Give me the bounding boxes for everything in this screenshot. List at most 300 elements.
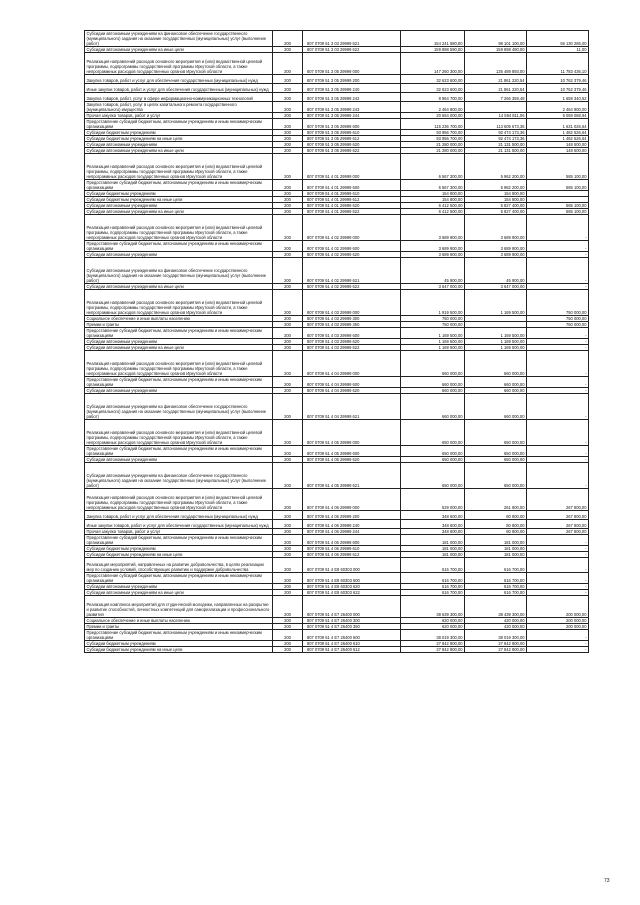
table-row	[85, 511, 589, 520]
table-row	[85, 53, 589, 75]
row-approved-amount-cell: 93 956 700,00	[401, 136, 465, 142]
row-classification-code-cell: 807 0709 51 4 04 29999 620	[303, 388, 401, 394]
row-unexecuted-amount-cell: 10 762 379,46	[527, 84, 589, 93]
row-executed-amount-cell: 21 131 500,00	[465, 148, 527, 154]
row-code-cell: 200	[273, 647, 303, 653]
row-name-cell: Закупка товаров, работ, услуг в целях капитального ремонта государственного (муниципального) имущества	[85, 102, 273, 113]
row-code-cell: 200	[273, 420, 303, 446]
row-code-cell: 200	[273, 546, 303, 552]
row-unexecuted-amount-cell: 750 000,00	[527, 322, 589, 328]
row-approved-amount-cell: 6 567 300,00	[401, 180, 465, 191]
row-unexecuted-amount-cell: -	[527, 351, 589, 377]
row-classification-code-cell: 807 0709 51 4 01 29999 612	[303, 197, 401, 203]
row-code-cell: 200	[273, 203, 303, 209]
row-name-cell: Субсидии автономным учреждениям	[85, 457, 273, 463]
table-row	[85, 394, 589, 420]
row-classification-code-cell: 807 0709 51 4 02 29999 600	[303, 241, 401, 252]
row-code-cell: 200	[273, 573, 303, 584]
row-classification-code-cell: 807 0709 51 4 06 29999 240	[303, 520, 401, 529]
row-code-cell: 200	[273, 558, 303, 573]
row-executed-amount-cell: 7 266 359,48	[465, 93, 527, 102]
row-approved-amount-cell: 616 700,00	[401, 558, 465, 573]
table-row	[85, 31, 589, 47]
row-unexecuted-amount-cell: 585 100,00	[527, 203, 589, 209]
row-approved-amount-cell: 650 000,00	[401, 420, 465, 446]
row-code-cell: 200	[273, 197, 303, 203]
row-unexecuted-amount-cell: 585 100,00	[527, 154, 589, 180]
row-classification-code-cell: 807 0709 51 4 04 29999 000	[303, 351, 401, 377]
row-name-cell: Субсидии автономным учреждениям	[85, 142, 273, 148]
row-approved-amount-cell: 6 412 500,00	[401, 203, 465, 209]
row-approved-amount-cell: 32 623 600,00	[401, 84, 465, 93]
table-row	[85, 529, 589, 535]
row-executed-amount-cell: 80 800,00	[465, 511, 527, 520]
row-name-cell: Субсидии автономным учреждениям на финансовое обеспечение государственного (муниципального) задания на оказание государственных (муниципальных) услуг (выполнение работ)	[85, 258, 273, 284]
row-classification-code-cell: 807 0709 51 4 03 29999 300	[303, 316, 401, 322]
row-approved-amount-cell: 616 700,00	[401, 584, 465, 590]
row-name-cell: Предоставление субсидий бюджетным, автономным учреждениям и иным некоммерческим организациям	[85, 630, 273, 641]
row-name-cell: Реализация мероприятий, направленных на развитие добровольчества, в целях реализации мер по созданию условий, способствующих развитию и поддержке добровольчества	[85, 558, 273, 573]
row-executed-amount-cell: 154 800,00	[465, 191, 527, 197]
table-row	[85, 93, 589, 102]
row-classification-code-cell: 807 0709 51 4 02 29999 620	[303, 252, 401, 258]
row-executed-amount-cell: 80 800,00	[465, 529, 527, 535]
row-name-cell: Социальное обеспечение и иные выплаты населению	[85, 618, 273, 624]
row-unexecuted-amount-cell: -	[527, 446, 589, 457]
row-code-cell: 200	[273, 377, 303, 388]
row-code-cell: 200	[273, 252, 303, 258]
row-approved-amount-cell: 154 800,00	[401, 197, 465, 203]
row-executed-amount-cell: 616 700,00	[465, 584, 527, 590]
row-classification-code-cell: 807 0709 51 4 E8 60303 620	[303, 584, 401, 590]
row-code-cell: 200	[273, 630, 303, 641]
row-unexecuted-amount-cell: 750 000,00	[527, 290, 589, 316]
row-unexecuted-amount-cell: -	[527, 377, 589, 388]
row-name-cell: Субсидии автономным учреждениям	[85, 252, 273, 258]
row-unexecuted-amount-cell: -	[527, 284, 589, 290]
row-code-cell: 200	[273, 520, 303, 529]
row-unexecuted-amount-cell: -	[527, 394, 589, 420]
row-approved-amount-cell: 159 898 590,00	[401, 47, 465, 53]
row-approved-amount-cell: 45 900,00	[401, 258, 465, 284]
table-row	[85, 215, 589, 241]
row-classification-code-cell: 807 0709 51 4 03 29999 350	[303, 322, 401, 328]
row-executed-amount-cell: 650 000,00	[465, 420, 527, 446]
row-executed-amount-cell: 660 000,00	[465, 351, 527, 377]
row-code-cell: 200	[273, 93, 303, 102]
row-classification-code-cell: 807 0709 51 4 01 29999 610	[303, 191, 401, 197]
row-classification-code-cell: 807 0709 51 4 04 29999 621	[303, 394, 401, 420]
row-unexecuted-amount-cell: -	[527, 647, 589, 653]
row-classification-code-cell: 807 0709 51 3 05 29999 240	[303, 84, 401, 93]
row-name-cell: Субсидии автономным учреждениям на финансовое обеспечение государственного (муниципального) задания на оказание государственных (муниципальных) услуг (выполнение работ)	[85, 31, 273, 47]
row-classification-code-cell: 807 0709 51 4 05 29999 620	[303, 457, 401, 463]
row-unexecuted-amount-cell: 200 000,00	[527, 624, 589, 630]
row-name-cell: Реализация направлений расходов основного мероприятия и (или) ведомственной целевой программы, подпрограммы государственной программы Иркутской области, а также непрограммных расходов государственных органов Иркутской области	[85, 420, 273, 446]
table-row	[85, 84, 589, 93]
table-row	[85, 618, 589, 624]
row-executed-amount-cell: 21 861 220,54	[465, 75, 527, 84]
table-body	[85, 31, 589, 653]
row-code-cell: 200	[273, 463, 303, 489]
row-classification-code-cell: 807 0709 51 3 05 29999 000	[303, 53, 401, 75]
row-classification-code-cell: 807 0709 51 3 05 29999 200	[303, 75, 401, 84]
row-classification-code-cell: 807 0709 51 3 03 29999 621	[303, 31, 401, 47]
row-executed-amount-cell: 5 962 200,00	[465, 154, 527, 180]
row-classification-code-cell: 807 0709 51 4 06 29999 612	[303, 552, 401, 558]
row-classification-code-cell: 807 0709 51 4 02 29999 622	[303, 284, 401, 290]
row-unexecuted-amount-cell: 267 800,00	[527, 529, 589, 535]
row-approved-amount-cell: 3 689 900,00	[401, 215, 465, 241]
row-executed-amount-cell: 154 800,00	[465, 197, 527, 203]
table-row	[85, 328, 589, 339]
row-executed-amount-cell: 45 900,00	[465, 258, 527, 284]
row-executed-amount-cell: 5 827 400,00	[465, 203, 527, 209]
row-unexecuted-amount-cell: 585 100,00	[527, 209, 589, 215]
row-unexecuted-amount-cell: -	[527, 641, 589, 647]
row-approved-amount-cell: 38 639 300,00	[401, 596, 465, 618]
row-executed-amount-cell: 1 169 500,00	[465, 339, 527, 345]
row-unexecuted-amount-cell: -	[527, 457, 589, 463]
row-executed-amount-cell: 650 000,00	[465, 457, 527, 463]
row-name-cell: Предоставление субсидий бюджетным, автономным учреждениям и иным некоммерческим организациям	[85, 446, 273, 457]
row-executed-amount-cell: 660 000,00	[465, 388, 527, 394]
row-code-cell: 200	[273, 511, 303, 520]
row-name-cell: Реализация направлений расходов основного мероприятия и (или) ведомственной целевой программы, подпрограммы государственной программы Иркутской области, а также непрограммных расходов государственных органов Иркутской области	[85, 215, 273, 241]
row-classification-code-cell: 807 0709 51 3 05 29999 622	[303, 148, 401, 154]
row-approved-amount-cell: 1 169 500,00	[401, 345, 465, 351]
row-classification-code-cell: 807 0709 51 4 02 29999 621	[303, 258, 401, 284]
row-code-cell: 200	[273, 113, 303, 119]
row-unexecuted-amount-cell: 11 783 436,10	[527, 53, 589, 75]
row-unexecuted-amount-cell: 148 500,00	[527, 148, 589, 154]
table-row	[85, 154, 589, 180]
row-code-cell: 200	[273, 339, 303, 345]
row-name-cell: Субсидии автономным учреждениям на финансовое обеспечение государственного (муниципального) задания на оказание государственных (муниципальных) услуг (выполнение работ)	[85, 463, 273, 489]
row-unexecuted-amount-cell: 267 800,00	[527, 511, 589, 520]
row-name-cell: Субсидии автономным учреждениям	[85, 388, 273, 394]
row-code-cell: 200	[273, 31, 303, 47]
row-code-cell: 200	[273, 191, 303, 197]
row-code-cell: 200	[273, 284, 303, 290]
row-approved-amount-cell: 6 567 300,00	[401, 154, 465, 180]
row-name-cell: Субсидии бюджетным учреждениям	[85, 130, 273, 136]
table-row	[85, 47, 589, 53]
row-name-cell: Закупка товаров, работ, услуг в сфере информационно-коммуникационных технологий	[85, 93, 273, 102]
row-code-cell: 200	[273, 102, 303, 113]
row-approved-amount-cell: 6 412 500,00	[401, 209, 465, 215]
row-executed-amount-cell: 21 861 220,54	[465, 84, 527, 93]
row-name-cell: Прочая закупка товаров, работ и услуг	[85, 529, 273, 535]
row-unexecuted-amount-cell: 11,00	[527, 47, 589, 53]
row-approved-amount-cell: 21 280 000,00	[401, 142, 465, 148]
row-name-cell: Закупка товаров, работ и услуг для обеспечения государственных (муниципальных) нужд	[85, 75, 273, 84]
row-name-cell: Субсидии бюджетным учреждениям	[85, 191, 273, 197]
row-unexecuted-amount-cell: 267 800,00	[527, 489, 589, 511]
table-row	[85, 180, 589, 191]
table-row	[85, 102, 589, 113]
row-executed-amount-cell: 660 000,00	[465, 394, 527, 420]
row-unexecuted-amount-cell: -	[527, 345, 589, 351]
row-code-cell: 200	[273, 75, 303, 84]
row-executed-amount-cell: 261 800,00	[465, 489, 527, 511]
row-classification-code-cell: 807 0709 51 4 E8 60303 622	[303, 590, 401, 596]
row-approved-amount-cell: 348 600,00	[401, 529, 465, 535]
row-code-cell: 200	[273, 47, 303, 53]
row-approved-amount-cell: 660 000,00	[401, 394, 465, 420]
row-approved-amount-cell: 3 647 000,00	[401, 284, 465, 290]
row-code-cell: 200	[273, 215, 303, 241]
row-executed-amount-cell: 14 594 811,06	[465, 113, 527, 119]
row-name-cell: Предоставление субсидий бюджетным, автономным учреждениям и иным некоммерческим организациям	[85, 377, 273, 388]
row-code-cell: 200	[273, 241, 303, 252]
row-approved-amount-cell: 348 600,00	[401, 520, 465, 529]
row-unexecuted-amount-cell: -	[527, 241, 589, 252]
row-classification-code-cell: 807 0709 51 3 05 29999 242	[303, 93, 401, 102]
row-code-cell: 200	[273, 119, 303, 130]
table-row	[85, 148, 589, 154]
row-code-cell: 200	[273, 489, 303, 511]
table-row	[85, 552, 589, 558]
table-row	[85, 290, 589, 316]
row-approved-amount-cell: 154 241 580,00	[401, 31, 465, 47]
table-row	[85, 647, 589, 653]
row-executed-amount-cell: 159 898 480,00	[465, 47, 527, 53]
row-name-cell: Субсидии автономным учреждениям на финансовое обеспечение государственного (муниципального) задания на оказание государственных (муниципальных) услуг (выполнение работ)	[85, 394, 273, 420]
row-classification-code-cell: 807 0709 51 4 04 29999 600	[303, 377, 401, 388]
row-name-cell: Субсидии автономным учреждениям	[85, 203, 273, 209]
row-code-cell: 200	[273, 290, 303, 316]
row-code-cell: 200	[273, 345, 303, 351]
row-classification-code-cell: 807 0709 51 4 06 29999 600	[303, 535, 401, 546]
row-executed-amount-cell: 21 131 500,00	[465, 142, 527, 148]
row-approved-amount-cell: 27 842 800,00	[401, 647, 465, 653]
row-name-cell: Прочая закупка товаров, работ и услуг	[85, 113, 273, 119]
table-row	[85, 558, 589, 573]
row-classification-code-cell: 807 0709 51 4 E7 26400 600	[303, 630, 401, 641]
row-executed-amount-cell: 420 000,00	[465, 624, 527, 630]
row-executed-amount-cell: 181 000,00	[465, 546, 527, 552]
row-executed-amount-cell: 616 700,00	[465, 573, 527, 584]
row-approved-amount-cell: 650 000,00	[401, 457, 465, 463]
row-name-cell: Субсидии автономным учреждениям на иные цели	[85, 590, 273, 596]
row-name-cell: Субсидии автономным учреждениям на иные цели	[85, 284, 273, 290]
row-classification-code-cell: 807 0709 51 3 03 29999 622	[303, 47, 401, 53]
row-unexecuted-amount-cell: -	[527, 590, 589, 596]
row-approved-amount-cell: 2 464 900,00	[401, 102, 465, 113]
row-classification-code-cell: 807 0709 51 4 01 29999 620	[303, 203, 401, 209]
row-code-cell: 200	[273, 457, 303, 463]
row-approved-amount-cell: 660 000,00	[401, 351, 465, 377]
row-executed-amount-cell: 181 000,00	[465, 535, 527, 546]
row-approved-amount-cell: 3 689 900,00	[401, 252, 465, 258]
row-name-cell: Субсидии бюджетным учреждениям на иные цели	[85, 552, 273, 558]
row-name-cell: Предоставление субсидий бюджетным, автономным учреждениям и иным некоммерческим организациям	[85, 573, 273, 584]
table-row	[85, 351, 589, 377]
row-executed-amount-cell	[465, 102, 527, 113]
row-name-cell: Субсидии бюджетным учреждениям	[85, 641, 273, 647]
row-unexecuted-amount-cell: 56 130 286,00	[527, 31, 589, 47]
row-code-cell: 200	[273, 618, 303, 624]
row-classification-code-cell: 807 0709 51 4 E7 26400 000	[303, 596, 401, 618]
row-approved-amount-cell: 620 000,00	[401, 624, 465, 630]
row-executed-amount-cell: 5 982 200,00	[465, 180, 527, 191]
table-row	[85, 284, 589, 290]
table-row	[85, 345, 589, 351]
row-approved-amount-cell: 8 964 700,00	[401, 93, 465, 102]
row-classification-code-cell: 807 0709 51 3 05 29999 612	[303, 136, 401, 142]
table-row	[85, 113, 589, 119]
row-unexecuted-amount-cell: -	[527, 552, 589, 558]
row-code-cell: 200	[273, 258, 303, 284]
row-classification-code-cell: 807 0709 51 4 06 29999 244	[303, 529, 401, 535]
row-approved-amount-cell: 1 169 500,00	[401, 328, 465, 339]
row-approved-amount-cell: 21 280 000,00	[401, 148, 465, 154]
row-executed-amount-cell: 3 647 000,00	[465, 284, 527, 290]
table-row	[85, 446, 589, 457]
table-row	[85, 119, 589, 130]
row-unexecuted-amount-cell: 2 464 900,00	[527, 102, 589, 113]
row-approved-amount-cell: 1 919 500,00	[401, 290, 465, 316]
row-classification-code-cell: 807 0709 51 4 E8 60303 000	[303, 558, 401, 573]
row-classification-code-cell: 807 0709 51 4 05 29999 000	[303, 420, 401, 446]
row-unexecuted-amount-cell: -	[527, 339, 589, 345]
row-unexecuted-amount-cell: 267 800,00	[527, 520, 589, 529]
row-approved-amount-cell: 750 000,00	[401, 316, 465, 322]
row-name-cell: Закупка товаров, работ и услуг для обеспечения государственных (муниципальных) нужд	[85, 511, 273, 520]
row-classification-code-cell: 807 0709 51 4 03 29999 000	[303, 290, 401, 316]
row-unexecuted-amount-cell: -	[527, 573, 589, 584]
row-classification-code-cell: 807 0709 51 4 05 29999 600	[303, 446, 401, 457]
row-classification-code-cell: 807 0709 51 3 05 29999 600	[303, 119, 401, 130]
row-executed-amount-cell: 3 689 900,00	[465, 252, 527, 258]
row-approved-amount-cell: 32 623 600,00	[401, 75, 465, 84]
row-executed-amount-cell: 92 474 173,36	[465, 136, 527, 142]
row-name-cell: Реализация направлений расходов основного мероприятия и (или) ведомственной целевой программы, подпрограммы государственной программы Иркутской области, а также непрограммных расходов государственных органов Иркутской области	[85, 154, 273, 180]
row-approved-amount-cell: 529 000,00	[401, 489, 465, 511]
row-code-cell: 200	[273, 446, 303, 457]
row-name-cell: Субсидии автономным учреждениям на иные цели	[85, 47, 273, 53]
row-name-cell: Субсидии автономным учреждениям на иные цели	[85, 209, 273, 215]
row-unexecuted-amount-cell: -	[527, 630, 589, 641]
row-name-cell: Реализация направлений расходов основного мероприятия и (или) ведомственной целевой программы, подпрограммы государственной программы Иркутской области, а также непрограммных расходов государственных органов Иркутской области	[85, 351, 273, 377]
row-name-cell: Предоставление субсидий бюджетным, автономным учреждениям и иным некоммерческим организациям	[85, 119, 273, 130]
row-classification-code-cell: 807 0709 51 4 E7 26400 612	[303, 647, 401, 653]
row-executed-amount-cell: 650 000,00	[465, 463, 527, 489]
row-code-cell: 200	[273, 84, 303, 93]
row-name-cell: Премии и гранты	[85, 624, 273, 630]
row-unexecuted-amount-cell: 1 482 526,64	[527, 136, 589, 142]
row-unexecuted-amount-cell: -	[527, 328, 589, 339]
row-name-cell: Реализация направлений расходов основного мероприятия и (или) ведомственной целевой программы, подпрограммы государственной программы Иркутской области, а также непрограммных расходов государственных органов Иркутской области	[85, 489, 273, 511]
row-code-cell: 200	[273, 154, 303, 180]
row-approved-amount-cell: 27 842 800,00	[401, 641, 465, 647]
row-executed-amount-cell: 616 700,00	[465, 558, 527, 573]
row-code-cell: 200	[273, 388, 303, 394]
row-unexecuted-amount-cell: 200 000,00	[527, 618, 589, 624]
row-classification-code-cell: 807 0709 51 4 02 29999 000	[303, 215, 401, 241]
row-code-cell: 200	[273, 328, 303, 339]
row-name-cell: Субсидии бюджетным учреждениям	[85, 546, 273, 552]
row-code-cell: 200	[273, 529, 303, 535]
row-approved-amount-cell: 181 000,00	[401, 552, 465, 558]
row-classification-code-cell: 807 0709 51 4 03 29999 600	[303, 328, 401, 339]
row-executed-amount-cell: 113 605 673,36	[465, 119, 527, 130]
row-code-cell: 200	[273, 584, 303, 590]
table-row	[85, 489, 589, 511]
row-unexecuted-amount-cell: 585 100,00	[527, 180, 589, 191]
row-unexecuted-amount-cell: 1 631 026,64	[527, 119, 589, 130]
row-approved-amount-cell: 147 260 300,00	[401, 53, 465, 75]
row-approved-amount-cell: 620 000,00	[401, 618, 465, 624]
row-classification-code-cell: 807 0709 51 4 E7 26400 350	[303, 624, 401, 630]
row-unexecuted-amount-cell: -	[527, 252, 589, 258]
row-classification-code-cell: 807 0709 51 4 06 29999 000	[303, 489, 401, 511]
table-row	[85, 209, 589, 215]
row-classification-code-cell: 807 0709 51 3 05 29999 243	[303, 102, 401, 113]
row-classification-code-cell: 807 0709 51 4 01 29999 622	[303, 209, 401, 215]
row-executed-amount-cell: 38 439 300,00	[465, 596, 527, 618]
row-approved-amount-cell: 660 000,00	[401, 377, 465, 388]
row-unexecuted-amount-cell: 6 059 088,94	[527, 113, 589, 119]
row-name-cell: Предоставление субсидий бюджетным, автономным учреждениям и иным некоммерческим организациям	[85, 535, 273, 546]
table-row	[85, 596, 589, 618]
table-row	[85, 241, 589, 252]
table-row	[85, 590, 589, 596]
row-code-cell: 200	[273, 624, 303, 630]
row-approved-amount-cell: 348 600,00	[401, 511, 465, 520]
row-unexecuted-amount-cell: -	[527, 258, 589, 284]
row-executed-amount-cell: 80 800,00	[465, 520, 527, 529]
row-classification-code-cell: 807 0709 51 4 01 29999 000	[303, 154, 401, 180]
row-classification-code-cell: 807 0709 51 4 03 29999 622	[303, 345, 401, 351]
row-name-cell: Субсидии автономным учреждениям на иные цели	[85, 148, 273, 154]
row-approved-amount-cell: 154 800,00	[401, 191, 465, 197]
row-approved-amount-cell: 660 000,00	[401, 388, 465, 394]
row-name-cell: Предоставление субсидий бюджетным, автономным учреждениям и иным некоммерческим организациям	[85, 328, 273, 339]
row-name-cell: Премии и гранты	[85, 322, 273, 328]
row-executed-amount-cell: 650 000,00	[465, 446, 527, 457]
row-name-cell: Субсидии автономным учреждениям	[85, 339, 273, 345]
table-row	[85, 197, 589, 203]
row-name-cell: Субсидии бюджетным учреждениям на иные цели	[85, 647, 273, 653]
row-approved-amount-cell: 38 019 300,00	[401, 630, 465, 641]
row-executed-amount-cell: 38 019 300,00	[465, 630, 527, 641]
table-row	[85, 535, 589, 546]
row-code-cell: 200	[273, 53, 303, 75]
row-unexecuted-amount-cell: -	[527, 546, 589, 552]
row-unexecuted-amount-cell: -	[527, 558, 589, 573]
row-code-cell: 200	[273, 590, 303, 596]
row-code-cell: 200	[273, 322, 303, 328]
row-classification-code-cell: 807 0709 51 4 E7 26400 300	[303, 618, 401, 624]
row-classification-code-cell: 807 0709 51 4 E7 26400 610	[303, 641, 401, 647]
row-unexecuted-amount-cell: 10 762 379,46	[527, 75, 589, 84]
row-code-cell: 200	[273, 142, 303, 148]
row-name-cell: Субсидии бюджетным учреждениям на иные цели	[85, 136, 273, 142]
row-approved-amount-cell: 20 654 000,00	[401, 113, 465, 119]
row-executed-amount-cell: 92 474 173,36	[465, 130, 527, 136]
row-name-cell: Реализация направлений расходов основного мероприятия и (или) ведомственной целевой программы, подпрограммы государственной программы Иркутской области, а также непрограммных расходов государственных органов Иркутской области	[85, 290, 273, 316]
row-unexecuted-amount-cell: -	[527, 463, 589, 489]
row-approved-amount-cell: 181 000,00	[401, 546, 465, 552]
row-executed-amount-cell: 1 169 500,00	[465, 328, 527, 339]
table-row	[85, 630, 589, 641]
row-name-cell: Субсидии автономным учреждениям	[85, 584, 273, 590]
row-code-cell: 200	[273, 148, 303, 154]
row-unexecuted-amount-cell: 200 000,00	[527, 596, 589, 618]
row-code-cell: 200	[273, 535, 303, 546]
